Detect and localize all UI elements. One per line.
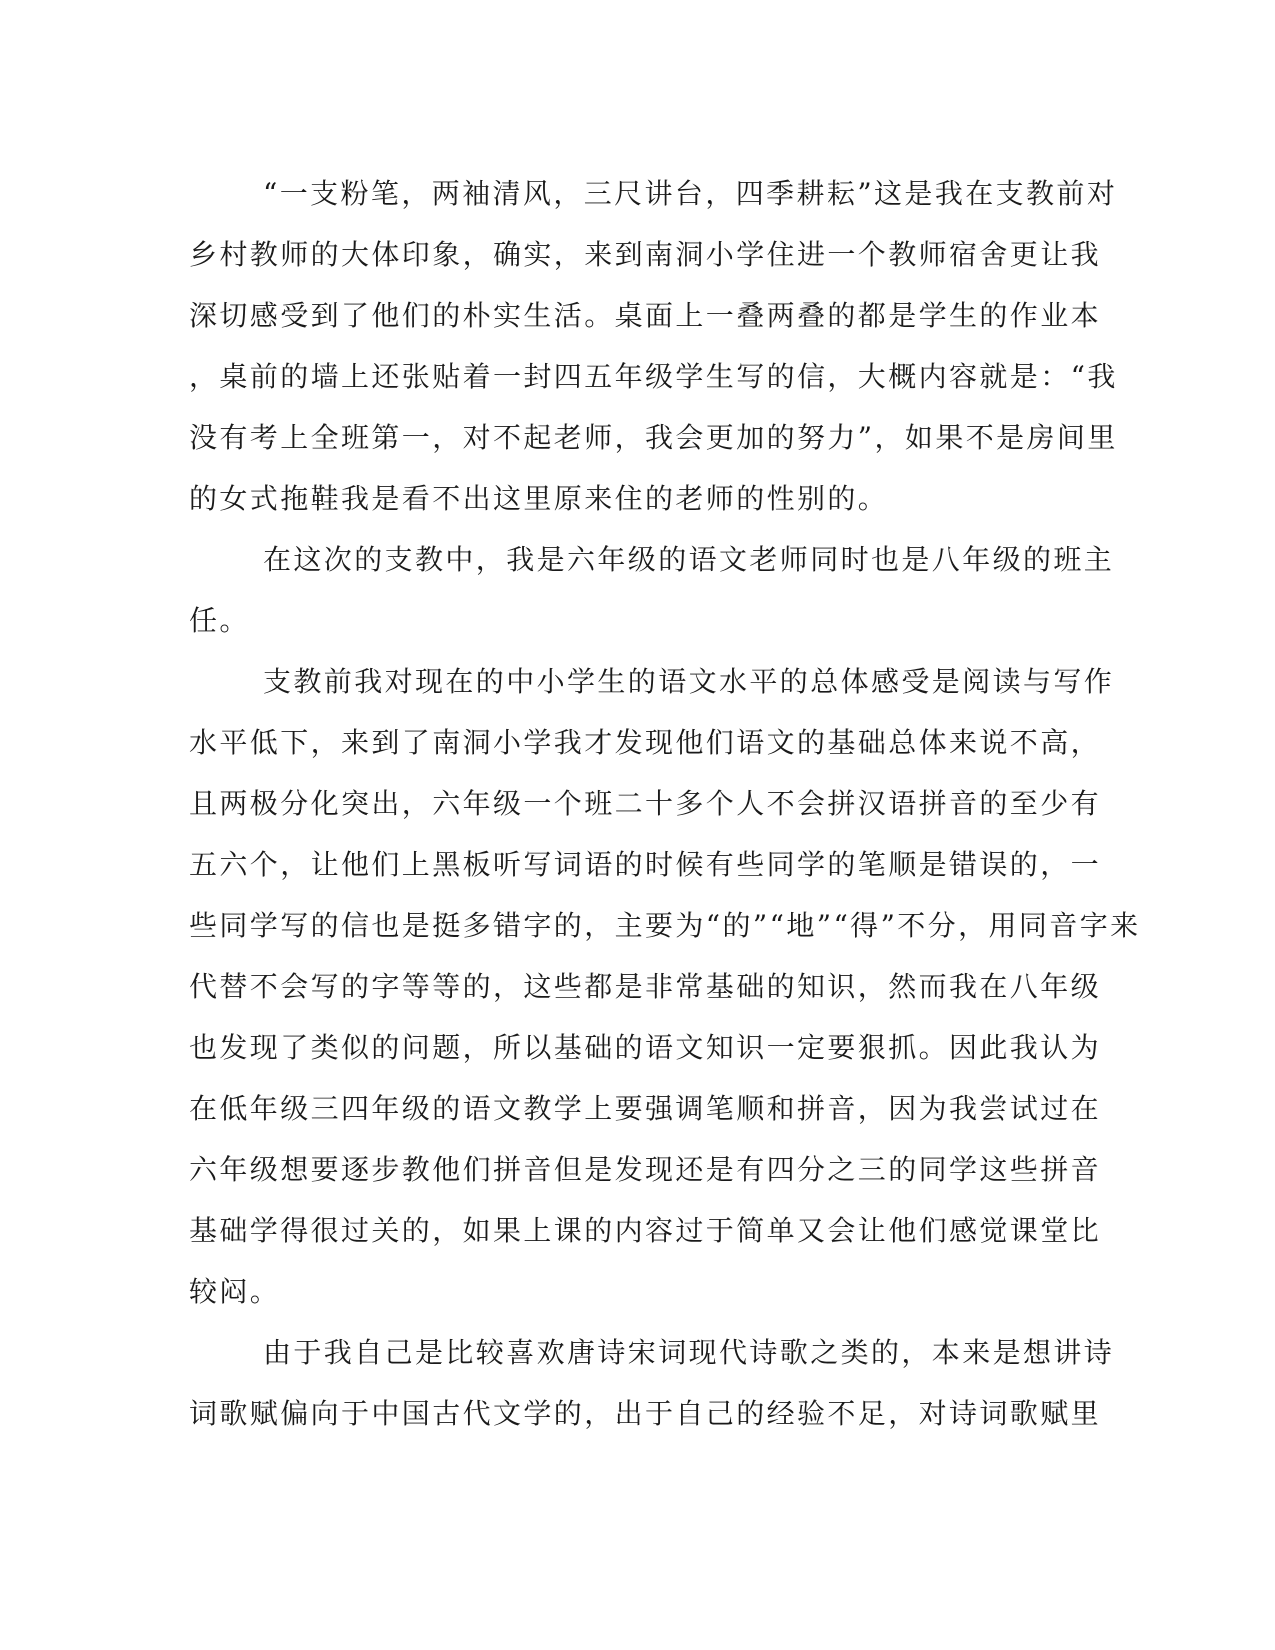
paragraph-line: 乡村教师的大体印象，确实，来到南洞小学住进一个教师宿舍更让我	[189, 238, 1102, 271]
paragraph-2	[189, 529, 1115, 651]
paragraph-line: 支教前我对现在的中小学生的语文水平的总体感受是阅读与写作	[263, 665, 1115, 698]
paragraph-line: 没有考上全班第一，对不起老师，我会更加的努力”，如果不是房间里	[189, 421, 1118, 454]
paragraph-line: 在这次的支教中，我是六年级的语文老师同时也是八年级的班主	[263, 543, 1115, 576]
paragraph-line: 些同学写的信也是挺多错字的，主要为“的”“地”“得”不分，用同音字来	[189, 909, 1141, 942]
paragraph-line: 水平低下，来到了南洞小学我才发现他们语文的基础总体来说不高，	[189, 726, 1102, 759]
paragraph-line: 在低年级三四年级的语文教学上要强调笔顺和拼音，因为我尝试过在	[189, 1092, 1102, 1125]
paragraph-line: 较闷。	[189, 1275, 281, 1308]
document-body	[189, 163, 1141, 1444]
paragraph-line: 也发现了类似的问题，所以基础的语文知识一定要狠抓。因此我认为	[189, 1031, 1102, 1064]
paragraph-line: “一支粉笔，两袖清风，三尺讲台，四季耕耘”这是我在支教前对	[263, 177, 1118, 210]
paragraph-line: 的女式拖鞋我是看不出这里原来住的老师的性别的。	[189, 482, 889, 515]
paragraph-line: 词歌赋偏向于中国古代文学的，出于自己的经验不足，对诗词歌赋里	[189, 1397, 1102, 1430]
paragraph-4	[189, 1322, 1115, 1444]
paragraph-line: 任。	[189, 604, 250, 637]
paragraph-line: 代替不会写的字等等的，这些都是非常基础的知识，然而我在八年级	[189, 970, 1102, 1003]
paragraph-line: 深切感受到了他们的朴实生活。桌面上一叠两叠的都是学生的作业本	[189, 299, 1102, 332]
paragraph-line: ，桌前的墙上还张贴着一封四五年级学生写的信，大概内容就是：“我	[189, 360, 1118, 393]
paragraph-line: 五六个，让他们上黑板听写词语的时候有些同学的笔顺是错误的，一	[189, 848, 1102, 881]
paragraph-line: 且两极分化突出，六年级一个班二十多个人不会拼汉语拼音的至少有	[189, 787, 1102, 820]
paragraph-3	[189, 651, 1141, 1322]
paragraph-line: 六年级想要逐步教他们拼音但是发现还是有四分之三的同学这些拼音	[189, 1153, 1102, 1186]
paragraph-1	[189, 163, 1118, 529]
paragraph-line: 基础学得很过关的，如果上课的内容过于简单又会让他们感觉课堂比	[189, 1214, 1102, 1247]
paragraph-line: 由于我自己是比较喜欢唐诗宋词现代诗歌之类的，本来是想讲诗	[263, 1336, 1115, 1369]
